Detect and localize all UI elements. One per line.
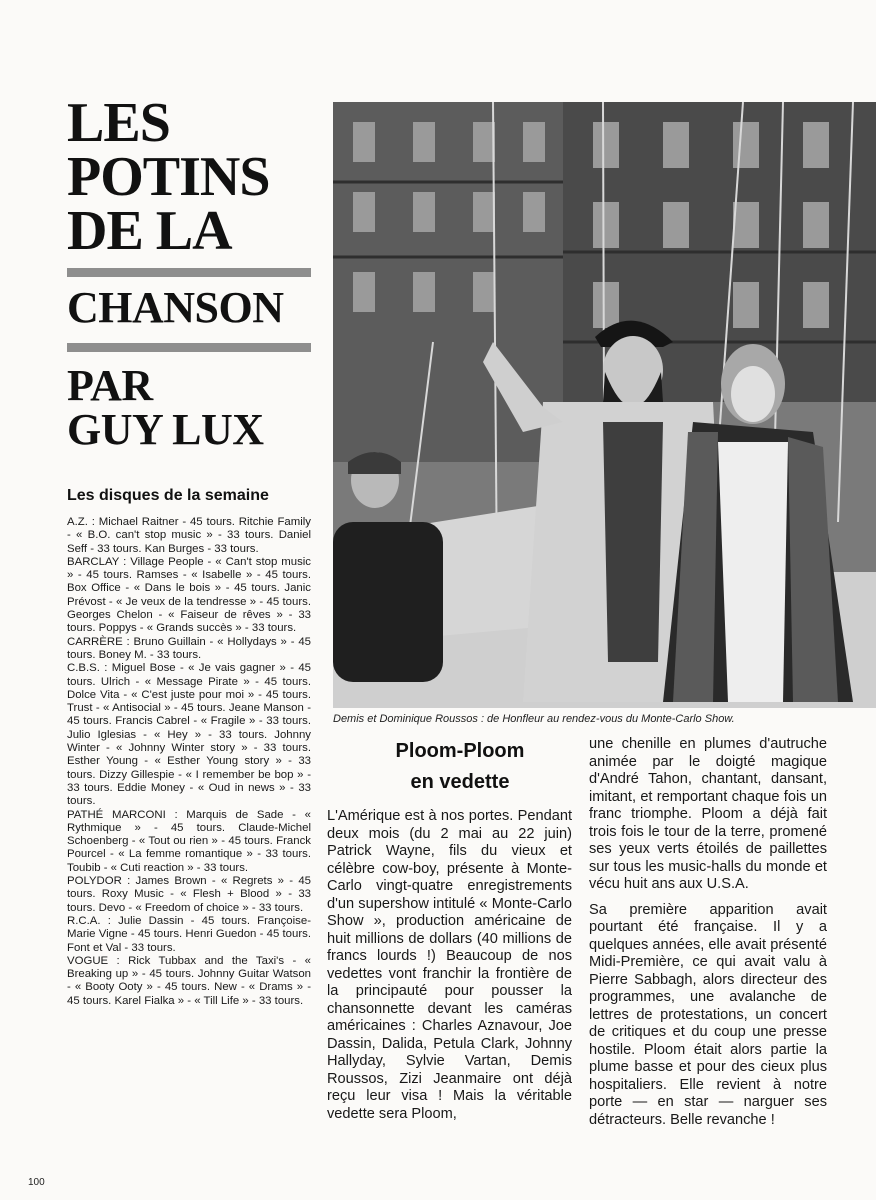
photo-caption: Demis et Dominique Roussos : de Honfleur au rendez-vous du Monte-Carlo Show.	[333, 713, 735, 725]
harbor-photo	[333, 102, 876, 708]
title-line-1: LES	[67, 92, 170, 154]
title-divider-top	[67, 268, 311, 277]
article-paragraph-3: Sa première apparition avait pourtant été française. Il y a quelques années, elle avait présenté Midi-Première, ce qui avait valu à Pierre Sabbagh, alors directeur des programmes, une avalanche de lettres de protestations, un concert de critiques et du coup une presse hostile. Ploom était alors partie la plume basse et pour des cieux plus hospitaliers. Elle revient à notre porte — en star — narguer ses détracteurs. Belle revanche !	[589, 901, 827, 1128]
byline-line-1: PAR	[67, 361, 153, 410]
article-headline-line-2: en vedette	[410, 771, 510, 793]
records-entry-vogue: VOGUE : Rick Tubbax and the Taxi's - « Breaking up » - 45 tours. Johnny Guitar Watson - « Booty Ooty » - 45 tours. New - « Drams » - 45 tours. Karel Fialka » - « Till Life » - 33 tours.	[67, 954, 311, 1007]
article-column-2	[589, 736, 827, 1129]
records-entry-polydor: POLYDOR : James Brown - « Regrets » - 45 tours. Roxy Music - « Flesh + Blood » - 33 tours. Devo - « Freedom of choice » - 33 tours.	[67, 875, 311, 914]
harbor-photo-illustration	[333, 102, 876, 708]
records-entry-barclay: BARCLAY : Village People - « Can't stop music » - 45 tours. Ramses - « Isabelle » - 45 tours. Box Office - « Dans le bois » - 45 tours. Janic Prévost - « Je veux de la tendresse » - 45 tours. Georges Chelon - « Faiseur de rêves » - 33 tours. Poppys - « Grands succès » - 33 tours.	[67, 555, 311, 635]
title-line-2: POTINS	[67, 146, 270, 208]
byline	[67, 361, 327, 454]
records-list	[67, 516, 311, 1008]
byline-line-2: GUY LUX	[67, 405, 264, 454]
article-headline-line-1: Ploom-Ploom	[395, 740, 525, 762]
title-chanson: CHANSON	[67, 283, 284, 332]
title-block	[67, 92, 327, 454]
records-entry-cbs: C.B.S. : Miguel Bose - « Je vais gagner » - 45 tours. Ulrich - « Message Pirate » - 45 tours. Dolce Vita - « C'est juste pour moi » - 45 tours. Trust - « Antisocial » - 45 tours. Jeane Manson - 45 tours. Francis Cabrel - « Fragile » - 33 tours. Julio Iglesias - « Hey » - 33 tours. Johnny Winter - « Johnny Winter story » - 33 tours. Esther Young - « Esther Young story » - 33 tours. Dizzy Gillespie - « I remember be bop » - 33 tours. Eddie Money - « Oud in news » - 33 tours.	[67, 662, 311, 808]
records-heading: Les disques de la semaine	[67, 487, 269, 504]
article-column-1	[327, 808, 572, 1123]
article-paragraph-2: une chenille en plumes d'autruche animée par le doigté magique d'André Tahon, chantant, dansant, imitant, et remportant chaque fois un franc triomphe. Ploom a déjà fait trois fois le tour de la terre, promené ses yeux verts étoilés de paillettes sur tous les music-halls du monde et vécu huit ans aux U.S.A.	[589, 736, 827, 892]
records-column	[67, 486, 311, 1008]
title-divider-bottom	[67, 343, 311, 352]
article-paragraph-1: L'Amérique est à nos portes. Pendant deux mois (du 2 mai au 22 juin) Patrick Wayne, fils du vieux et célèbre cow-boy, présente à Monte-Carlo vingt-quatre enregistrements d'un supershow intitulé « Monte-Carlo Show », production américaine de huit millions de dollars (40 millions de francs lourds !) Beaucoup de nos vedettes vont franchir la frontière de la principauté pour pousser la chansonnette devant les caméras américaines : Charles Aznavour, Joe Dassin, Dalida, Petula Clark, Johnny Hallyday, Sylvie Vartan, Demis Roussos, Zizi Jeanmaire ont déjà reçu leur visa ! Mais la véritable vedette sera Ploom,	[327, 808, 572, 1122]
article-headline	[345, 736, 575, 798]
records-entry-rca: R.C.A. : Julie Dassin - 45 tours. Françoise-Marie Vigne - 45 tours. Henri Guedon - 45 tours. Font et Val - 33 tours.	[67, 914, 311, 954]
records-entry-az: A.Z. : Michael Raitner - 45 tours. Ritchie Family - « B.O. can't stop music » - 33 tours. Daniel Seff - 33 tours. Kan Burges - 33 tours.	[67, 516, 311, 555]
page-number: 100	[28, 1177, 45, 1188]
records-entry-carrere: CARRÈRE : Bruno Guillain - « Hollydays » - 45 tours. Boney M. - 33 tours.	[67, 635, 311, 661]
records-entry-pathe-marconi: PATHÉ MARCONI : Marquis de Sade - « Rythmique » - 45 tours. Claude-Michel Schoenberg - « Tout ou rien » - 45 tours. Franck Pourcel - « La femme romantique » - 33 tours. Toubib - « Cuti reaction » - 33 tours.	[67, 808, 311, 874]
title-line-3: DE LA	[67, 200, 232, 262]
